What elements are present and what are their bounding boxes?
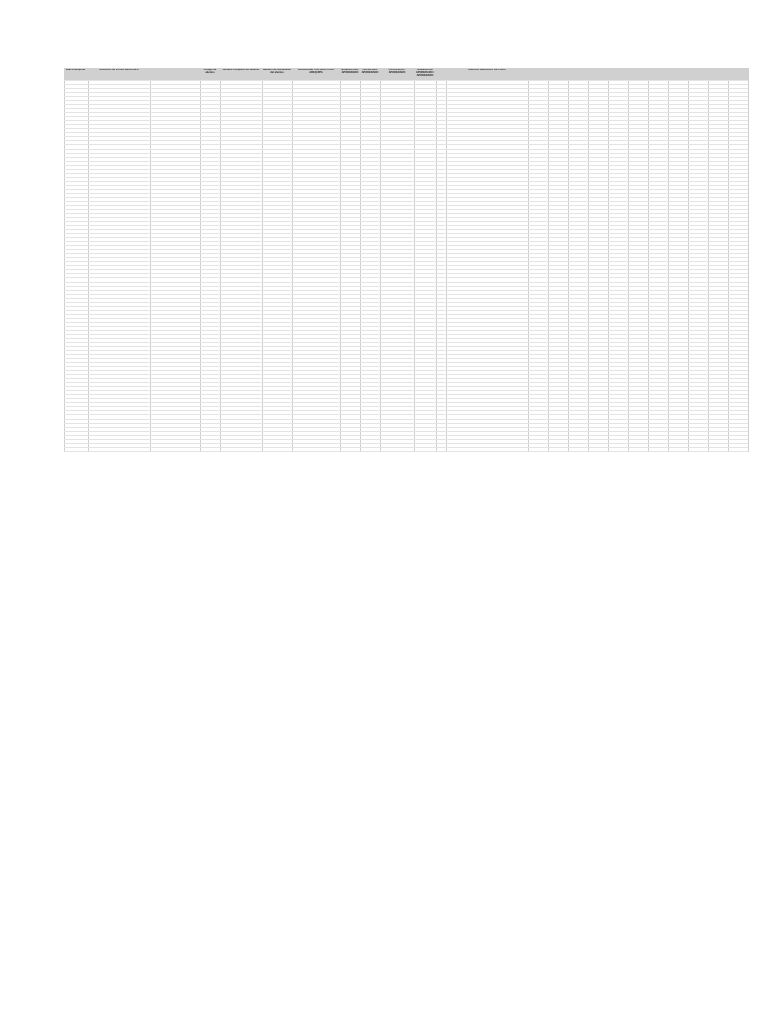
column-header[interactable] xyxy=(628,69,648,79)
row-divider xyxy=(64,398,748,399)
row-divider xyxy=(64,92,748,93)
row-divider xyxy=(64,124,748,125)
row-divider xyxy=(64,410,748,411)
row-divider xyxy=(64,140,748,141)
row-divider xyxy=(64,386,748,387)
row-divider xyxy=(64,314,748,315)
row-divider xyxy=(64,88,748,89)
column-header[interactable] xyxy=(708,69,728,79)
row-divider xyxy=(64,225,748,226)
row-divider xyxy=(64,193,748,194)
row-divider xyxy=(64,427,748,428)
row-divider xyxy=(64,249,748,250)
column-header[interactable]: Dirección de correo electrónico xyxy=(99,69,139,71)
row-divider xyxy=(64,326,748,327)
column-header[interactable] xyxy=(608,69,628,79)
row-divider xyxy=(64,165,748,166)
row-divider xyxy=(64,221,748,222)
row-divider xyxy=(64,80,748,81)
column-header[interactable] xyxy=(668,69,688,79)
row-divider xyxy=(64,362,748,363)
row-divider xyxy=(64,157,748,158)
row-divider xyxy=(64,217,748,218)
row-divider xyxy=(64,84,748,85)
column-divider xyxy=(748,68,749,452)
row-divider xyxy=(64,366,748,367)
row-divider xyxy=(64,229,748,230)
row-divider xyxy=(64,286,748,287)
row-divider xyxy=(64,253,748,254)
row-divider xyxy=(64,177,748,178)
row-divider xyxy=(64,237,748,238)
row-divider xyxy=(64,161,748,162)
row-divider xyxy=(64,435,748,436)
row-divider xyxy=(64,245,748,246)
row-divider xyxy=(64,439,748,440)
column-header[interactable]: Marca temporal xyxy=(65,69,86,71)
row-divider xyxy=(64,282,748,283)
row-divider xyxy=(64,290,748,291)
column-header[interactable]: FECHA DEL APODERADO xyxy=(361,69,379,74)
row-divider xyxy=(64,342,748,343)
row-divider xyxy=(64,269,748,270)
row-divider xyxy=(64,108,748,109)
row-divider xyxy=(64,209,748,210)
column-header[interactable] xyxy=(728,69,748,79)
column-header[interactable] xyxy=(150,69,200,79)
row-divider xyxy=(64,406,748,407)
row-divider xyxy=(64,346,748,347)
row-divider xyxy=(64,338,748,339)
row-divider xyxy=(64,144,748,145)
row-divider xyxy=(64,294,748,295)
column-header[interactable]: Código de alumno xyxy=(203,69,217,74)
column-header[interactable]: NÚMERO DEL APODERADO xyxy=(341,69,359,74)
row-divider xyxy=(64,374,748,375)
row-divider xyxy=(64,277,748,278)
row-divider xyxy=(64,298,748,299)
row-divider xyxy=(64,414,748,415)
column-header[interactable]: LOCALIDAD / APODERADO xyxy=(388,69,406,74)
row-divider xyxy=(64,423,748,424)
row-divider xyxy=(64,100,748,101)
row-divider xyxy=(64,390,748,391)
row-divider xyxy=(64,136,748,137)
row-divider xyxy=(64,181,748,182)
row-divider xyxy=(64,447,748,448)
row-divider xyxy=(64,306,748,307)
column-header[interactable] xyxy=(436,69,446,79)
row-divider xyxy=(64,197,748,198)
row-divider xyxy=(64,350,748,351)
row-divider xyxy=(64,169,748,170)
column-header[interactable]: PROGRAMA TDS ADAPTADO AREQUIPA xyxy=(297,69,335,74)
row-divider xyxy=(64,419,748,420)
row-divider xyxy=(64,233,748,234)
row-divider xyxy=(64,201,748,202)
row-divider xyxy=(64,378,748,379)
row-divider xyxy=(64,116,748,117)
row-divider xyxy=(64,149,748,150)
row-divider xyxy=(64,431,748,432)
row-divider xyxy=(64,302,748,303)
row-divider xyxy=(64,443,748,444)
column-header[interactable] xyxy=(568,69,588,79)
column-header[interactable] xyxy=(528,69,548,79)
row-divider xyxy=(64,185,748,186)
row-divider xyxy=(64,334,748,335)
row-divider xyxy=(64,153,748,154)
column-header[interactable]: NÚMERO DE APODERADO / APODERADO xyxy=(415,69,435,77)
row-divider xyxy=(64,241,748,242)
row-divider xyxy=(64,382,748,383)
row-divider xyxy=(64,451,748,452)
row-divider xyxy=(64,354,748,355)
row-divider xyxy=(64,273,748,274)
row-divider xyxy=(64,358,748,359)
row-divider xyxy=(64,189,748,190)
column-header[interactable] xyxy=(688,69,708,79)
row-divider xyxy=(64,330,748,331)
column-header[interactable]: ENLACE DERIVADO DE PAGO xyxy=(468,69,506,71)
row-divider xyxy=(64,96,748,97)
row-divider xyxy=(64,261,748,262)
row-divider xyxy=(64,310,748,311)
row-divider xyxy=(64,112,748,113)
row-divider xyxy=(64,370,748,371)
row-divider xyxy=(64,132,748,133)
row-divider xyxy=(64,257,748,258)
row-divider xyxy=(64,402,748,403)
row-divider xyxy=(64,318,748,319)
row-divider xyxy=(64,394,748,395)
row-divider xyxy=(64,322,748,323)
row-divider xyxy=(64,265,748,266)
column-header[interactable]: Nombre completo del alumno xyxy=(222,69,260,71)
row-divider xyxy=(64,120,748,121)
column-header[interactable] xyxy=(588,69,608,79)
column-header[interactable] xyxy=(648,69,668,79)
row-divider xyxy=(64,173,748,174)
column-header[interactable] xyxy=(548,69,568,79)
row-divider xyxy=(64,205,748,206)
column-header[interactable]: Número de documento del alumno xyxy=(262,69,292,74)
row-divider xyxy=(64,104,748,105)
row-divider xyxy=(64,213,748,214)
row-divider xyxy=(64,128,748,129)
